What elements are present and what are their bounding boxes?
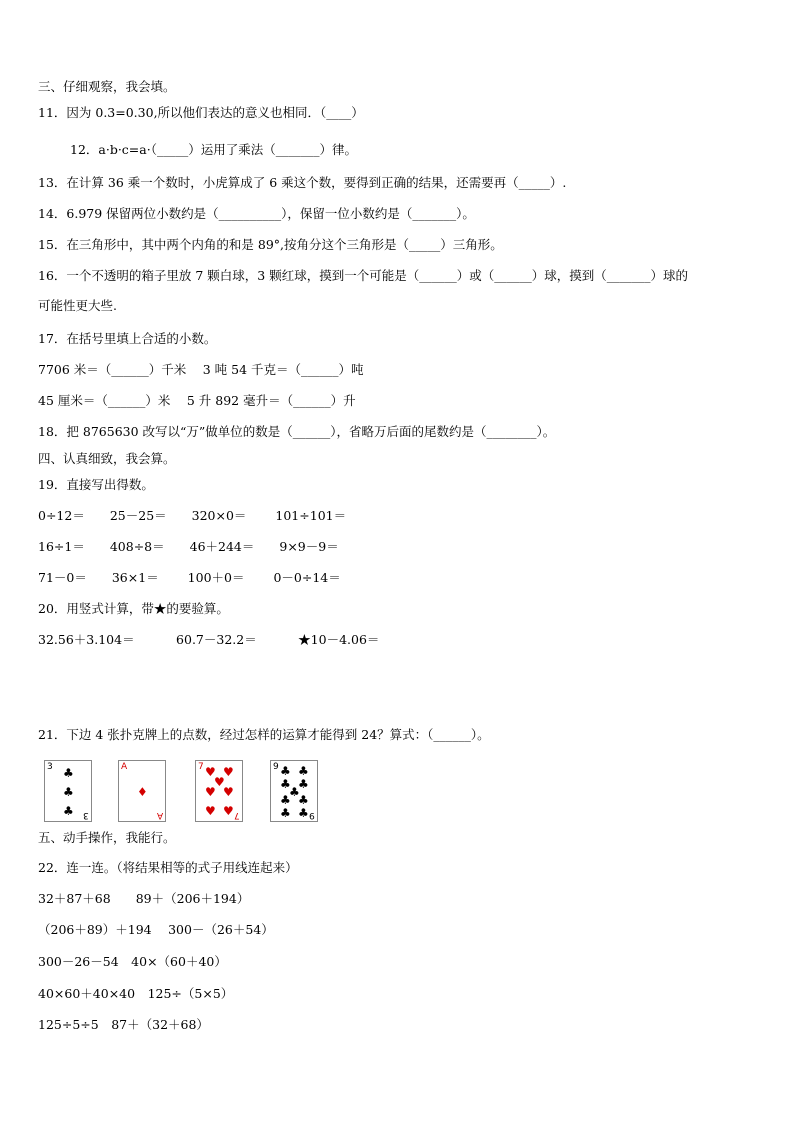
- heart-icon: ♥: [223, 765, 234, 779]
- heart-icon: ♥: [205, 785, 216, 799]
- question-22-row-5: 125÷5÷5 87＋（32＋68）: [38, 1017, 209, 1032]
- question-17: 17．在括号里填上合适的小数。: [38, 331, 217, 346]
- heart-icon: ♥: [214, 775, 225, 789]
- question-15: 15．在三角形中，其中两个内角的和是 89°,按角分这个三角形是（_____）三角形。: [38, 237, 503, 252]
- question-13: 13．在计算 36 乘一个数时，小虎算成了 6 乘这个数，要得到正确的结果，还需要再（_____）.: [38, 175, 567, 190]
- question-21: 21．下边 4 张扑克牌上的点数，经过怎样的运算才能得到 24？算式：（______）。: [38, 727, 490, 742]
- club-icon: ♣: [63, 804, 74, 818]
- playing-card-7-hearts: [195, 760, 243, 822]
- club-icon: ♣: [63, 785, 74, 799]
- question-17-row-b: 45 厘米＝（______）米 5 升 892 毫升＝（______）升: [38, 393, 356, 408]
- question-17-row-a: 7706 米＝（______）千米 3 吨 54 千克＝（______）吨: [38, 362, 364, 377]
- club-icon: ♣: [280, 777, 291, 791]
- question-19-row-2: 16÷1＝ 408÷8＝ 46＋244＝ 9×9－9＝: [38, 539, 339, 554]
- question-19-row-1: 0÷12＝ 25－25＝ 320×0＝ 101÷101＝: [38, 508, 347, 523]
- card-rank: 3: [47, 762, 53, 772]
- club-icon: ♣: [289, 785, 300, 799]
- club-icon: ♣: [298, 806, 309, 820]
- section-3-heading: 三、仔细观察，我会填。: [38, 79, 176, 94]
- question-22: 22．连一连。（将结果相等的式子用线连起来）: [38, 860, 298, 875]
- club-icon: ♣: [298, 764, 309, 778]
- club-icon: ♣: [63, 766, 74, 780]
- club-icon: ♣: [280, 764, 291, 778]
- club-icon: ♣: [280, 806, 291, 820]
- card-rank: A: [121, 762, 128, 772]
- question-14: 14．6.979 保留两位小数约是（__________），保留一位小数约是（_______）。: [38, 206, 475, 221]
- card-rank: 7: [198, 762, 204, 772]
- question-11: 11．因为 0.3=0.30,所以他们表达的意义也相同．（____）: [38, 105, 364, 120]
- question-19-row-3: 71－0＝ 36×1＝ 100＋0＝ 0－0÷14＝: [38, 570, 341, 585]
- heart-icon: ♥: [205, 804, 216, 818]
- heart-icon: ♥: [205, 765, 216, 779]
- question-20-row: 32.56＋3.104＝ 60.7－32.2＝ ★10－4.06＝: [38, 632, 380, 647]
- club-icon: ♣: [298, 793, 309, 807]
- heart-icon: ♥: [223, 785, 234, 799]
- playing-card-3-clubs: [44, 760, 92, 822]
- question-20: 20．用竖式计算，带★的要验算。: [38, 601, 229, 616]
- section-4-heading: 四、认真细致，我会算。: [38, 451, 176, 466]
- question-19: 19．直接写出得数。: [38, 477, 154, 492]
- club-icon: ♣: [280, 793, 291, 807]
- card-rank: 7: [234, 810, 240, 820]
- card-rank: 9: [309, 810, 315, 820]
- club-icon: ♣: [298, 777, 309, 791]
- card-rank: A: [156, 810, 163, 820]
- card-rank: 3: [83, 810, 89, 820]
- playing-card-9-clubs: [270, 760, 318, 822]
- question-18: 18．把 8765630 改写以“万”做单位的数是（______），省略万后面的尾数约是（________）。: [38, 424, 556, 439]
- question-16-line1: 16．一个不透明的箱子里放 7 颗白球，3 颗红球，摸到一个可能是（______）或（______）球，摸到（_______）球的: [38, 268, 688, 283]
- question-22-row-1: 32＋87＋68 89＋（206＋194）: [38, 891, 250, 906]
- question-12: 12．a·b·c=a·（_____）运用了乘法（_______）律。: [70, 142, 357, 157]
- card-rank: 9: [273, 762, 279, 772]
- heart-icon: ♥: [223, 804, 234, 818]
- question-22-row-3: 300－26－54 40×（60＋40）: [38, 954, 227, 969]
- playing-card-ace-diamonds: [118, 760, 166, 822]
- question-22-row-4: 40×60＋40×40 125÷（5×5）: [38, 986, 234, 1001]
- diamond-icon: ♦: [137, 785, 148, 799]
- section-5-heading: 五、动手操作，我能行。: [38, 830, 176, 845]
- question-16-line2: 可能性更大些.: [38, 298, 117, 313]
- question-22-row-2: （206＋89）＋194 300－（26＋54）: [38, 922, 274, 937]
